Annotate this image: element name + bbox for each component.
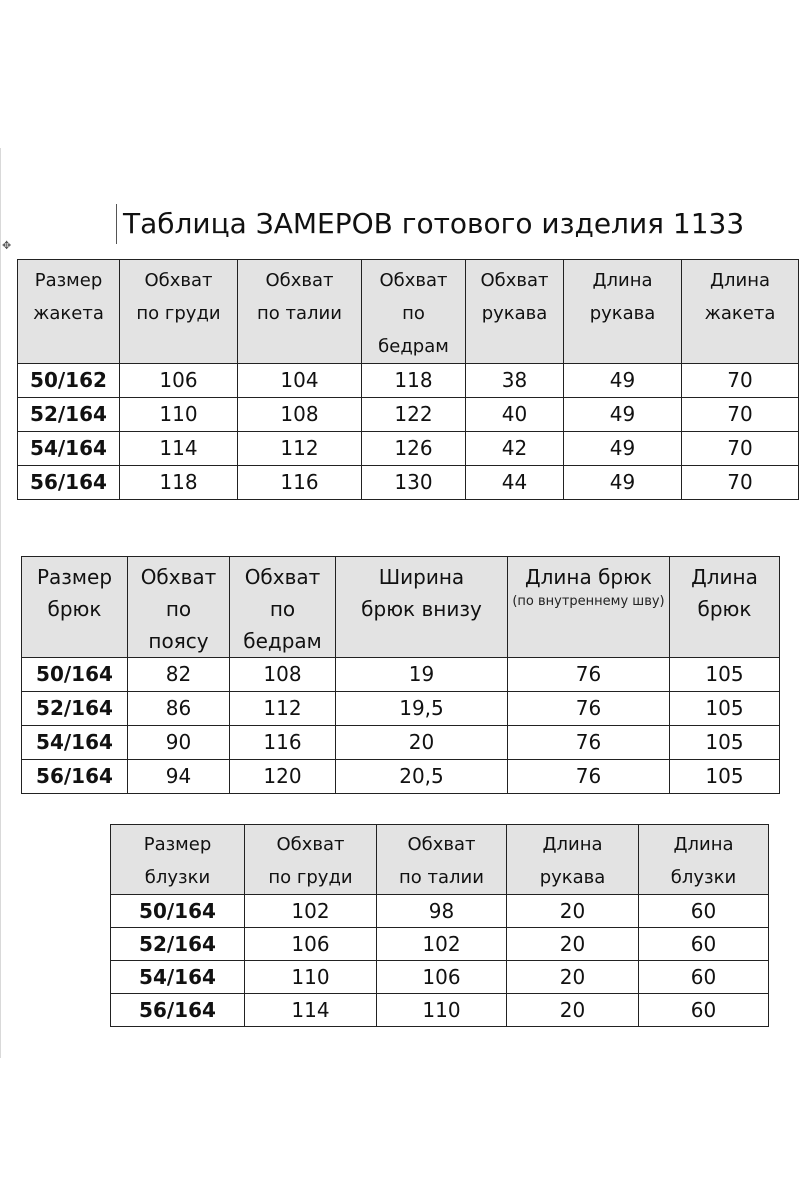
table-row bbox=[18, 398, 799, 432]
table-cell: 118 bbox=[120, 466, 238, 500]
table-cell: 56/164 bbox=[111, 994, 245, 1027]
table-cell: 105 bbox=[670, 726, 780, 760]
table-cell: 118 bbox=[362, 364, 466, 398]
table-cell: 82 bbox=[128, 658, 230, 692]
table-cell: 19,5 bbox=[336, 692, 508, 726]
table-cell: 114 bbox=[245, 994, 377, 1027]
table-cell: 60 bbox=[639, 961, 769, 994]
table-cell: 110 bbox=[377, 994, 507, 1027]
page-margin-line bbox=[0, 148, 1, 1058]
table-cell: 110 bbox=[245, 961, 377, 994]
header-cell-waist: Обхват по талии bbox=[377, 825, 507, 895]
header-cell-size: Размер брюк bbox=[22, 557, 128, 658]
table-cell: 106 bbox=[120, 364, 238, 398]
header-cell-trouser-length-inseam: Длина брюк (по внутреннему шву) bbox=[508, 557, 670, 658]
table-cell: 52/164 bbox=[22, 692, 128, 726]
header-cell-trouser-length: Длина брюк bbox=[670, 557, 780, 658]
table-cell: 116 bbox=[238, 466, 362, 500]
table-row bbox=[111, 994, 769, 1027]
table-cell: 44 bbox=[466, 466, 564, 500]
table-cell: 54/164 bbox=[111, 961, 245, 994]
table-row bbox=[111, 961, 769, 994]
header-cell-waist: Обхват по талии bbox=[238, 260, 362, 364]
table-cell: 70 bbox=[682, 466, 799, 500]
table-cell: 50/164 bbox=[111, 895, 245, 928]
header-cell-size: Размер жакета bbox=[18, 260, 120, 364]
table-cell: 94 bbox=[128, 760, 230, 794]
table-cell: 120 bbox=[230, 760, 336, 794]
table-cell: 110 bbox=[120, 398, 238, 432]
table-cell: 105 bbox=[670, 760, 780, 794]
table-cell: 70 bbox=[682, 364, 799, 398]
table-cell: 38 bbox=[466, 364, 564, 398]
table-header-row bbox=[111, 825, 769, 895]
table-cell: 56/164 bbox=[22, 760, 128, 794]
table-row bbox=[18, 364, 799, 398]
trousers-measurements-table bbox=[21, 556, 780, 794]
header-cell-hips: Обхват по бедрам bbox=[230, 557, 336, 658]
table-cell: 20 bbox=[507, 994, 639, 1027]
table-cell: 20 bbox=[507, 961, 639, 994]
table-cell: 90 bbox=[128, 726, 230, 760]
page-title: Таблица ЗАМЕРОВ готового изделия 1133 bbox=[116, 204, 800, 244]
header-cell-jacket-length: Длина жакета bbox=[682, 260, 799, 364]
table-cell: 76 bbox=[508, 658, 670, 692]
table-cell: 60 bbox=[639, 895, 769, 928]
table-cell: 102 bbox=[377, 928, 507, 961]
header-cell-sleeve-length: Длина рукава bbox=[507, 825, 639, 895]
table-cell: 105 bbox=[670, 658, 780, 692]
table-header-row bbox=[18, 260, 799, 364]
table-cell: 86 bbox=[128, 692, 230, 726]
table-cell: 20 bbox=[336, 726, 508, 760]
table-cell: 106 bbox=[377, 961, 507, 994]
table-cell: 52/164 bbox=[18, 398, 120, 432]
header-cell-sleeve-girth: Обхват рукава bbox=[466, 260, 564, 364]
table-cell: 130 bbox=[362, 466, 466, 500]
table-cell: 108 bbox=[230, 658, 336, 692]
table-row bbox=[22, 658, 780, 692]
table-cell: 106 bbox=[245, 928, 377, 961]
table-cell: 122 bbox=[362, 398, 466, 432]
table-cell: 50/164 bbox=[22, 658, 128, 692]
blouse-measurements-table bbox=[110, 824, 769, 1027]
table-cell: 70 bbox=[682, 432, 799, 466]
table-row bbox=[111, 895, 769, 928]
table-cell: 54/164 bbox=[18, 432, 120, 466]
table-cell: 20 bbox=[507, 928, 639, 961]
table-header-row bbox=[22, 557, 780, 658]
table-cell: 108 bbox=[238, 398, 362, 432]
table-cell: 40 bbox=[466, 398, 564, 432]
table-cell: 20,5 bbox=[336, 760, 508, 794]
table-cell: 49 bbox=[564, 398, 682, 432]
table-row bbox=[22, 726, 780, 760]
table-cell: 49 bbox=[564, 364, 682, 398]
header-cell-sleeve-length: Длина рукава bbox=[564, 260, 682, 364]
table-row bbox=[22, 692, 780, 726]
table-cell: 76 bbox=[508, 760, 670, 794]
table-row bbox=[18, 466, 799, 500]
header-cell-size: Размер блузки bbox=[111, 825, 245, 895]
table-cell: 49 bbox=[564, 466, 682, 500]
table-cell: 49 bbox=[564, 432, 682, 466]
table-cell: 42 bbox=[466, 432, 564, 466]
inseam-note: (по внутреннему шву) bbox=[512, 594, 665, 609]
jacket-measurements-table bbox=[17, 259, 799, 500]
table-cell: 54/164 bbox=[22, 726, 128, 760]
table-cell: 112 bbox=[238, 432, 362, 466]
table-cell: 60 bbox=[639, 928, 769, 961]
header-cell-chest: Обхват по груди bbox=[245, 825, 377, 895]
table-cell: 126 bbox=[362, 432, 466, 466]
table-cell: 19 bbox=[336, 658, 508, 692]
table-cell: 105 bbox=[670, 692, 780, 726]
table-cell: 76 bbox=[508, 726, 670, 760]
header-cell-chest: Обхват по груди bbox=[120, 260, 238, 364]
table-cell: 98 bbox=[377, 895, 507, 928]
table-cell: 50/162 bbox=[18, 364, 120, 398]
table-cell: 112 bbox=[230, 692, 336, 726]
table-cell: 102 bbox=[245, 895, 377, 928]
table-cell: 20 bbox=[507, 895, 639, 928]
header-cell-blouse-length: Длина блузки bbox=[639, 825, 769, 895]
table-cell: 116 bbox=[230, 726, 336, 760]
table-cell: 52/164 bbox=[111, 928, 245, 961]
table-move-handle-icon[interactable]: ✥ bbox=[2, 239, 12, 252]
table-cell: 60 bbox=[639, 994, 769, 1027]
table-row bbox=[22, 760, 780, 794]
table-cell: 76 bbox=[508, 692, 670, 726]
header-cell-hips: Обхват по бедрам bbox=[362, 260, 466, 364]
header-cell-waist: Обхват по поясу bbox=[128, 557, 230, 658]
header-cell-bottom-width: Ширина брюк внизу bbox=[336, 557, 508, 658]
table-cell: 56/164 bbox=[18, 466, 120, 500]
table-row bbox=[111, 928, 769, 961]
table-cell: 70 bbox=[682, 398, 799, 432]
table-cell: 104 bbox=[238, 364, 362, 398]
table-cell: 114 bbox=[120, 432, 238, 466]
table-row bbox=[18, 432, 799, 466]
